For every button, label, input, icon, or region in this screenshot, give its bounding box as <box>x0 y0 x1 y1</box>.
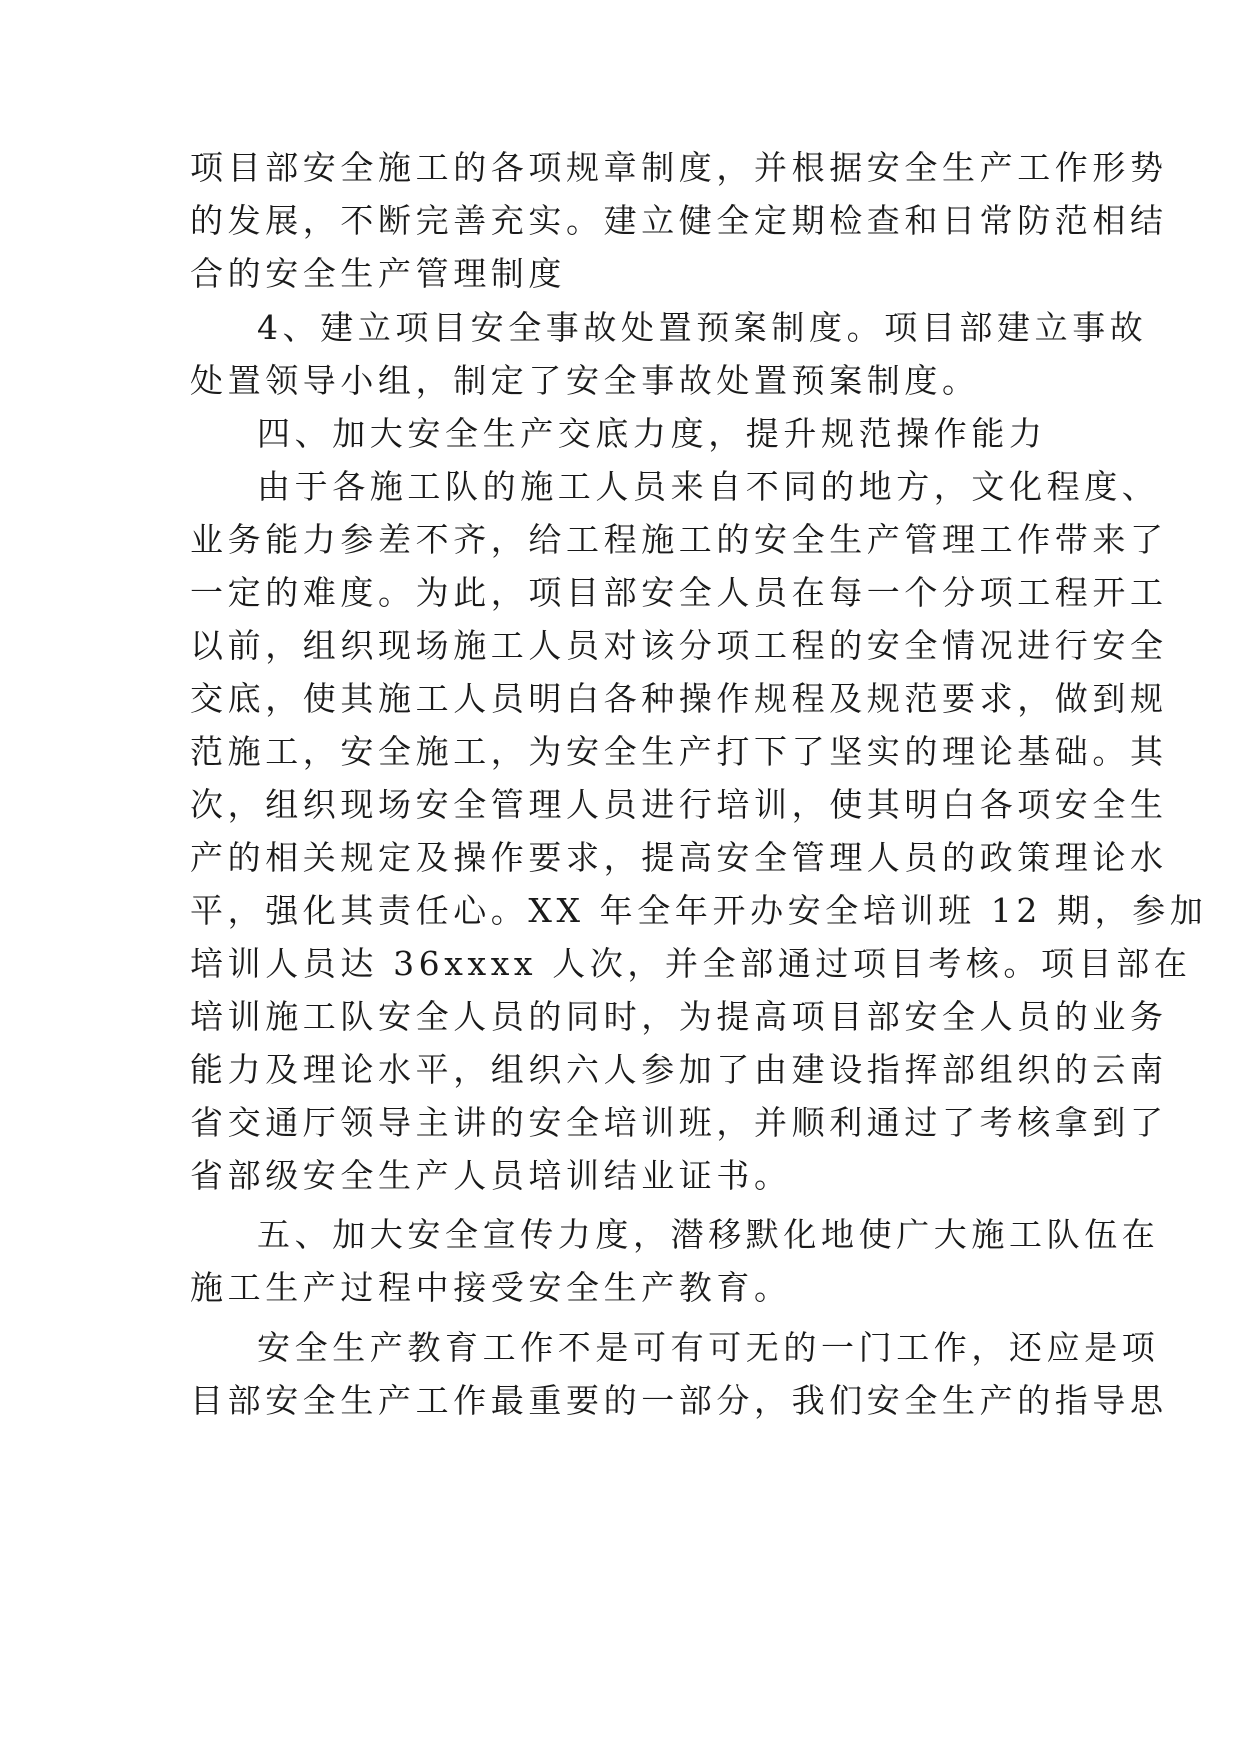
text-line: 范施工，安全施工，为安全生产打下了坚实的理论基础。其 <box>190 732 1168 771</box>
text-line: 培训人员达 36xxxx 人次，并全部通过项目考核。项目部在 <box>190 944 1192 983</box>
section-heading: 五、加大安全宣传力度，潜移默化地使广大施工队伍在 <box>257 1215 1160 1254</box>
text-line: 平，强化其责任心。XX 年全年开办安全培训班 12 期，参加 <box>190 891 1208 930</box>
text-line: 目部安全生产工作最重要的一部分，我们安全生产的指导思 <box>190 1381 1168 1420</box>
text-line: 省交通厅领导主讲的安全培训班，并顺利通过了考核拿到了 <box>190 1103 1168 1142</box>
text-line: 交底，使其施工人员明白各种操作规程及规范要求，做到规 <box>190 679 1168 718</box>
text-line: 一定的难度。为此，项目部安全人员在每一个分项工程开工 <box>190 573 1168 612</box>
text-line: 省部级安全生产人员培训结业证书。 <box>190 1156 792 1195</box>
text-line: 安全生产教育工作不是可有可无的一门工作，还应是项 <box>257 1328 1160 1367</box>
text-line: 处置领导小组，制定了安全事故处置预案制度。 <box>190 361 980 400</box>
text-line: 业务能力参差不齐，给工程施工的安全生产管理工作带来了 <box>190 520 1168 559</box>
text-line: 合的安全生产管理制度 <box>190 254 566 293</box>
text-line: 的发展，不断完善充实。建立健全定期检查和日常防范相结 <box>190 201 1168 240</box>
text-line: 4、建立项目安全事故处置预案制度。项目部建立事故 <box>257 308 1148 347</box>
text-line: 次，组织现场安全管理人员进行培训，使其明白各项安全生 <box>190 785 1168 824</box>
text-line: 由于各施工队的施工人员来自不同的地方，文化程度、 <box>257 467 1160 506</box>
text-line: 项目部安全施工的各项规章制度，并根据安全生产工作形势 <box>190 148 1168 187</box>
text-line: 能力及理论水平，组织六人参加了由建设指挥部组织的云南 <box>190 1050 1168 1089</box>
text-line: 产的相关规定及操作要求，提高安全管理人员的政策理论水 <box>190 838 1168 877</box>
text-line: 培训施工队安全人员的同时，为提高项目部安全人员的业务 <box>190 997 1168 1036</box>
section-heading-continued: 施工生产过程中接受安全生产教育。 <box>190 1268 792 1307</box>
text-line: 以前，组织现场施工人员对该分项工程的安全情况进行安全 <box>190 626 1168 665</box>
section-heading: 四、加大安全生产交底力度，提升规范操作能力 <box>257 414 1047 453</box>
